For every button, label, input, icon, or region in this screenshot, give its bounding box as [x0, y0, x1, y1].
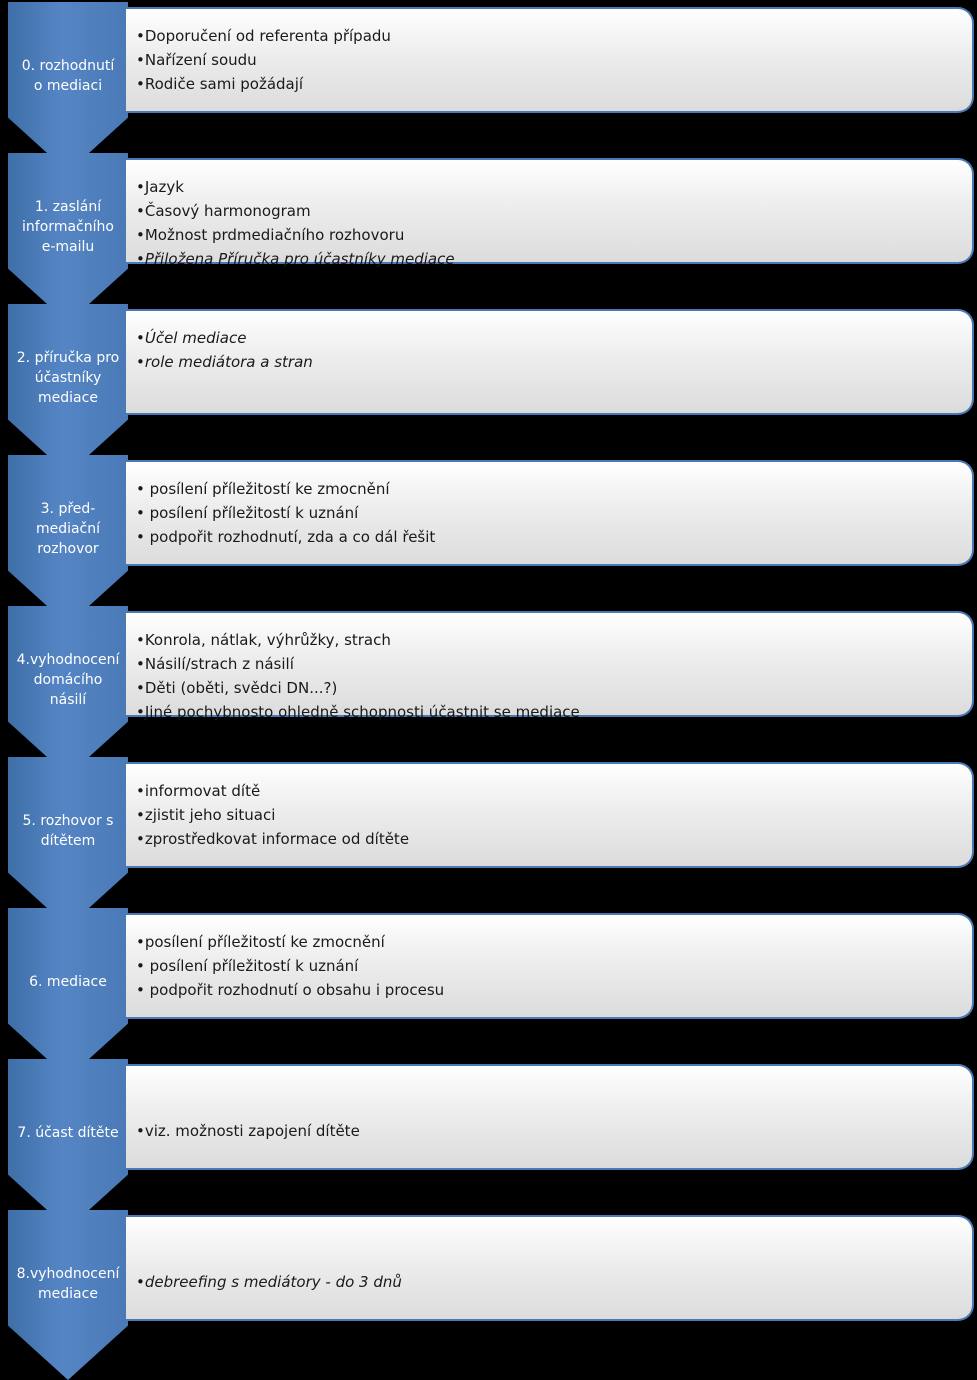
step-label: 1. zaslání informačního e-mailu: [22, 199, 114, 255]
step-items: [136, 779, 409, 851]
step-label: 8.vyhodnocení mediace: [16, 1266, 120, 1302]
step-item: •Konrola, nátlak, výhrůžky, strach: [136, 631, 391, 649]
step-items: [136, 930, 444, 1002]
step-label: 0. rozhodnutí o mediaci: [21, 58, 115, 94]
step-item: •posílení příležitostí ke zmocnění: [136, 933, 385, 951]
step-item: •Násilí/strach z násilí: [136, 655, 294, 673]
step-item: • posílení příležitostí k uznání: [136, 957, 359, 975]
step-items: [136, 477, 435, 549]
step-item: •Děti (oběti, svědci DN...?): [136, 679, 338, 697]
step-item: •zjistit jeho situaci: [136, 806, 276, 824]
step-label: 7. účast dítěte: [17, 1125, 119, 1141]
step-item: •zprostředkovat informace od dítěte: [136, 830, 410, 848]
step-item: •Rodiče sami požádají: [136, 75, 304, 93]
step-items: [136, 24, 391, 96]
step-item: •viz. možnosti zapojení dítěte: [136, 1122, 360, 1140]
step-items: [136, 1270, 402, 1294]
step-item: •informovat dítě: [136, 782, 261, 800]
step-item: •Nařízení soudu: [136, 51, 257, 69]
step-panel: [126, 1215, 974, 1321]
step-item: •Doporučení od referenta případu: [136, 27, 391, 45]
step-item: • podpořit rozhodnutí, zda a co dál řešit: [136, 528, 436, 546]
step-item: • posílení příležitostí ke zmocnění: [136, 480, 390, 498]
step-item: •Možnost prdmediačního rozhovoru: [136, 226, 405, 244]
step-item: •Přiložena Příručka pro účastníky mediace: [136, 250, 455, 268]
step-items: [136, 326, 313, 374]
step-label: 3. před- mediační rozhovor: [35, 501, 101, 557]
step-items: [136, 175, 455, 271]
step-item: •Časový harmonogram: [136, 202, 311, 220]
step-item: •Jiné pochybnosto ohledně schopnosti účastnit se mediace: [136, 703, 580, 721]
step-items: [136, 1119, 360, 1143]
step-label: 4.vyhodnocení domácího násilí: [16, 652, 120, 708]
step-item: •debreefing s mediátory - do 3 dnů: [136, 1273, 402, 1291]
step-label: 2. příručka pro účastníky mediace: [16, 350, 120, 406]
step-item: •Účel mediace: [136, 329, 247, 347]
step-label: 5. rozhovor s dítětem: [22, 813, 114, 849]
step-label: 6. mediace: [29, 974, 107, 990]
step-panel: [126, 1064, 974, 1170]
step-item: •Jazyk: [136, 178, 184, 196]
step-item: • podpořit rozhodnutí o obsahu i procesu: [136, 981, 445, 999]
step-items: [136, 628, 580, 724]
step-item: •role mediátora a stran: [136, 353, 313, 371]
step-item: • posílení příležitostí k uznání: [136, 504, 359, 522]
